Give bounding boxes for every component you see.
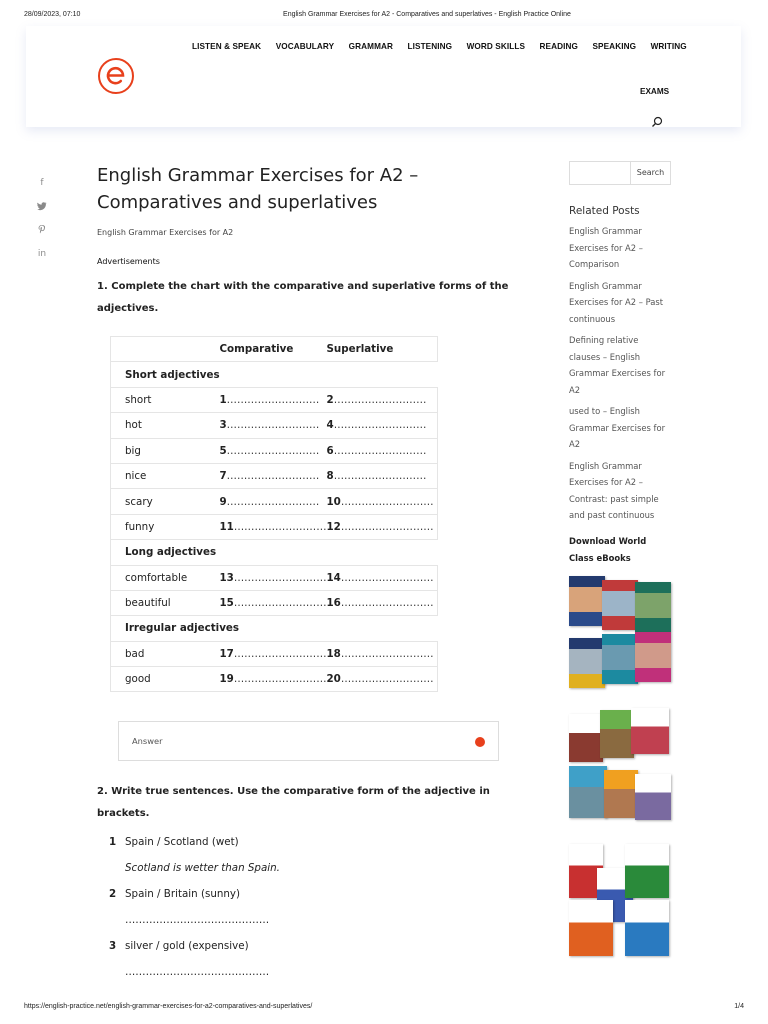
item-number: 3 xyxy=(109,940,117,952)
superlative-cell xyxy=(327,463,438,488)
item-number: 1 xyxy=(109,836,117,848)
table-row xyxy=(111,641,438,666)
item-number: 14 xyxy=(326,571,341,584)
answer-toggle[interactable] xyxy=(118,721,499,761)
table-row xyxy=(111,565,438,590)
table-header-row xyxy=(111,337,438,362)
answer-blank: ……………………… xyxy=(233,673,327,686)
book-cover-image xyxy=(635,774,671,820)
book-cover-image xyxy=(602,634,638,684)
facebook-icon[interactable]: f xyxy=(40,178,44,188)
table-group-row xyxy=(111,616,438,641)
book-cover-image xyxy=(569,766,607,818)
linkedin-icon[interactable]: in xyxy=(37,248,47,259)
item-prompt: Spain / Scotland (wet) xyxy=(125,836,239,848)
main-nav xyxy=(192,42,701,51)
answer-blank: ……………………… xyxy=(226,419,320,432)
adjective-cell: comfortable xyxy=(111,565,206,590)
superlative-cell xyxy=(327,590,438,615)
nav-writing[interactable]: WRITING xyxy=(650,42,687,51)
answer-blank: ……………………… xyxy=(233,647,327,660)
related-posts-list xyxy=(569,223,671,524)
ebook-banner-inside-listening[interactable] xyxy=(569,842,671,956)
adjective-cell: short xyxy=(111,387,206,412)
item-number: 1 xyxy=(219,393,227,406)
list-item xyxy=(97,836,517,862)
comparative-cell xyxy=(206,387,327,412)
ebooks-heading: Download World Class eBooks xyxy=(569,535,647,563)
nav-exams[interactable]: EXAMS xyxy=(640,87,670,96)
answer-blank: ……………………… xyxy=(233,571,327,584)
book-cover-image xyxy=(569,638,605,688)
item-number: 6 xyxy=(326,444,334,457)
answer-blank: ……………………… xyxy=(233,597,327,610)
table-row xyxy=(111,438,438,463)
related-post-link[interactable]: English Grammar Exercises for A2 – Comparison xyxy=(569,226,643,269)
table-row xyxy=(111,590,438,615)
column-header: Superlative xyxy=(327,337,438,362)
item-prompt: silver / gold (expensive) xyxy=(125,940,249,952)
item-number: 3 xyxy=(219,419,227,432)
list-item xyxy=(97,940,517,966)
answer-blank: ……………………… xyxy=(226,444,320,457)
item-number: 15 xyxy=(219,597,234,610)
item-number: 16 xyxy=(326,597,341,610)
book-cover-image xyxy=(625,844,669,898)
book-cover-image xyxy=(635,582,671,632)
comparative-cell xyxy=(206,514,327,539)
book-cover-image xyxy=(625,900,669,956)
column-header xyxy=(111,337,206,362)
adjective-cell: scary xyxy=(111,489,206,514)
answer-label: Answer xyxy=(132,736,163,746)
adjective-chart xyxy=(110,336,438,692)
adjective-cell: beautiful xyxy=(111,590,206,615)
expand-dot-icon[interactable] xyxy=(475,737,485,747)
search-button[interactable]: Search xyxy=(630,162,670,184)
answer-blank: ……………………… xyxy=(340,647,434,660)
print-url: https://english-practice.net/english-grammar-exercises-for-a2-comparatives-and-superlatives/ xyxy=(24,1003,313,1010)
question-2-list xyxy=(97,836,517,992)
e-logo-icon[interactable] xyxy=(98,58,134,94)
item-number: 2 xyxy=(326,393,334,406)
ebook-banner-evolve[interactable] xyxy=(569,708,671,822)
item-prompt: Spain / Britain (sunny) xyxy=(125,888,241,900)
item-number: 18 xyxy=(326,647,341,660)
group-label: Long adjectives xyxy=(111,540,438,565)
nav-listening[interactable]: LISTENING xyxy=(407,42,453,51)
comparative-cell xyxy=(206,489,327,514)
category-link[interactable]: English Grammar Exercises for A2 xyxy=(97,228,234,237)
book-cover-image xyxy=(635,632,671,682)
book-cover-image xyxy=(569,714,603,762)
answer-blank: ……………………… xyxy=(226,393,320,406)
ebook-banner-business[interactable] xyxy=(569,572,671,688)
print-page-number: 1/4 xyxy=(734,1003,744,1010)
book-cover-image xyxy=(569,576,605,626)
print-page-title: English Grammar Exercises for A2 - Comparatives and superlatives - English Practice Online xyxy=(283,11,571,18)
answer-blank: ……………………… xyxy=(233,520,327,533)
group-label: Short adjectives xyxy=(111,362,438,387)
nav-word-skills[interactable]: WORD SKILLS xyxy=(466,42,526,51)
item-number: 11 xyxy=(219,520,234,533)
item-number: 2 xyxy=(109,888,117,900)
nav-listen-speak[interactable]: LISTEN & SPEAK xyxy=(192,42,262,51)
answer-blank: …………………………………… xyxy=(125,966,270,978)
answer-blank: ……………………… xyxy=(340,597,434,610)
superlative-cell xyxy=(327,641,438,666)
item-number: 7 xyxy=(219,470,227,483)
superlative-cell xyxy=(327,489,438,514)
answer-blank: ……………………… xyxy=(340,495,434,508)
comparative-cell xyxy=(206,565,327,590)
comparative-cell xyxy=(206,667,327,692)
table-row xyxy=(111,387,438,412)
item-number: 20 xyxy=(326,673,341,686)
print-header xyxy=(0,11,768,21)
answer-blank: ……………………… xyxy=(340,571,434,584)
answer-blank: ……………………… xyxy=(333,419,427,432)
table-row xyxy=(111,514,438,539)
adjective-cell: good xyxy=(111,667,206,692)
nav-grammar[interactable]: GRAMMAR xyxy=(348,42,394,51)
item-number: 17 xyxy=(219,647,234,660)
book-cover-image xyxy=(631,708,669,754)
book-cover-image xyxy=(604,770,638,818)
adjective-cell: big xyxy=(111,438,206,463)
answer-blank: …………………………………… xyxy=(125,914,270,926)
answer-blank: ……………………… xyxy=(226,470,320,483)
answer-blank: ……………………… xyxy=(226,495,320,508)
superlative-cell xyxy=(327,438,438,463)
comparative-cell xyxy=(206,641,327,666)
ads-label: Advertisements xyxy=(97,257,160,266)
question-2: 2. Write true sentences. Use the comparative form of the adjective in brackets. xyxy=(97,786,490,819)
social-share xyxy=(35,178,49,272)
superlative-cell xyxy=(327,387,438,412)
item-number: 4 xyxy=(326,419,334,432)
comparative-cell xyxy=(206,463,327,488)
answer-blank: ……………………… xyxy=(340,673,434,686)
table-row xyxy=(111,489,438,514)
column-header: Comparative xyxy=(206,337,327,362)
answer-blank: ……………………… xyxy=(340,520,434,533)
related-posts-heading: Related Posts xyxy=(569,205,640,217)
article xyxy=(97,162,517,978)
search-input[interactable] xyxy=(569,161,671,185)
example-answer: Scotland is wetter than Spain. xyxy=(125,862,280,874)
item-number: 8 xyxy=(326,470,334,483)
nav-reading[interactable]: READING xyxy=(539,42,578,51)
book-cover-image xyxy=(569,900,613,956)
item-number: 5 xyxy=(219,444,227,457)
page-title: English Grammar Exercises for A2 – Comparatives and superlatives xyxy=(97,165,419,213)
superlative-cell xyxy=(327,514,438,539)
comparative-cell xyxy=(206,590,327,615)
nav-vocabulary[interactable]: VOCABULARY xyxy=(275,42,335,51)
comparative-cell xyxy=(206,413,327,438)
item-number: 10 xyxy=(326,495,341,508)
table-group-row xyxy=(111,362,438,387)
superlative-cell xyxy=(327,565,438,590)
related-post-link[interactable]: used to – English Grammar Exercises for A2 xyxy=(569,406,666,449)
table-row xyxy=(111,463,438,488)
related-post-link[interactable]: English Grammar Exercises for A2 – Past continuous xyxy=(569,280,664,324)
comparative-cell xyxy=(206,438,327,463)
site-header xyxy=(26,26,741,127)
item-number: 19 xyxy=(219,673,234,686)
book-cover-image xyxy=(600,710,634,758)
related-post-link[interactable]: Defining relative clauses – English Grammar Exercises for A2 xyxy=(569,335,666,395)
sidebar xyxy=(569,161,671,567)
nav-speaking[interactable]: SPEAKING xyxy=(592,42,637,51)
print-datetime: 28/09/2023, 07:10 xyxy=(24,11,81,18)
list-item xyxy=(97,888,517,914)
adjective-cell: bad xyxy=(111,641,206,666)
twitter-icon[interactable] xyxy=(35,202,49,226)
table-group-row xyxy=(111,540,438,565)
superlative-cell xyxy=(327,667,438,692)
table-row xyxy=(111,667,438,692)
answer-blank: ……………………… xyxy=(333,470,427,483)
answer-blank: ……………………… xyxy=(333,393,427,406)
item-number: 13 xyxy=(219,571,234,584)
superlative-cell xyxy=(327,413,438,438)
pinterest-icon[interactable] xyxy=(35,225,49,249)
group-label: Irregular adjectives xyxy=(111,616,438,641)
item-number: 9 xyxy=(219,495,227,508)
book-cover-image xyxy=(602,580,638,630)
adjective-cell: hot xyxy=(111,413,206,438)
item-number: 12 xyxy=(326,520,341,533)
adjective-cell: funny xyxy=(111,514,206,539)
answer-blank: ……………………… xyxy=(333,444,427,457)
related-post-link[interactable]: English Grammar Exercises for A2 – Contrast: past simple and past continuous xyxy=(569,460,659,520)
adjective-cell: nice xyxy=(111,463,206,488)
table-row xyxy=(111,413,438,438)
question-1: 1. Complete the chart with the comparative and superlative forms of the adjectives. xyxy=(97,281,509,314)
search-icon[interactable] xyxy=(651,113,663,125)
